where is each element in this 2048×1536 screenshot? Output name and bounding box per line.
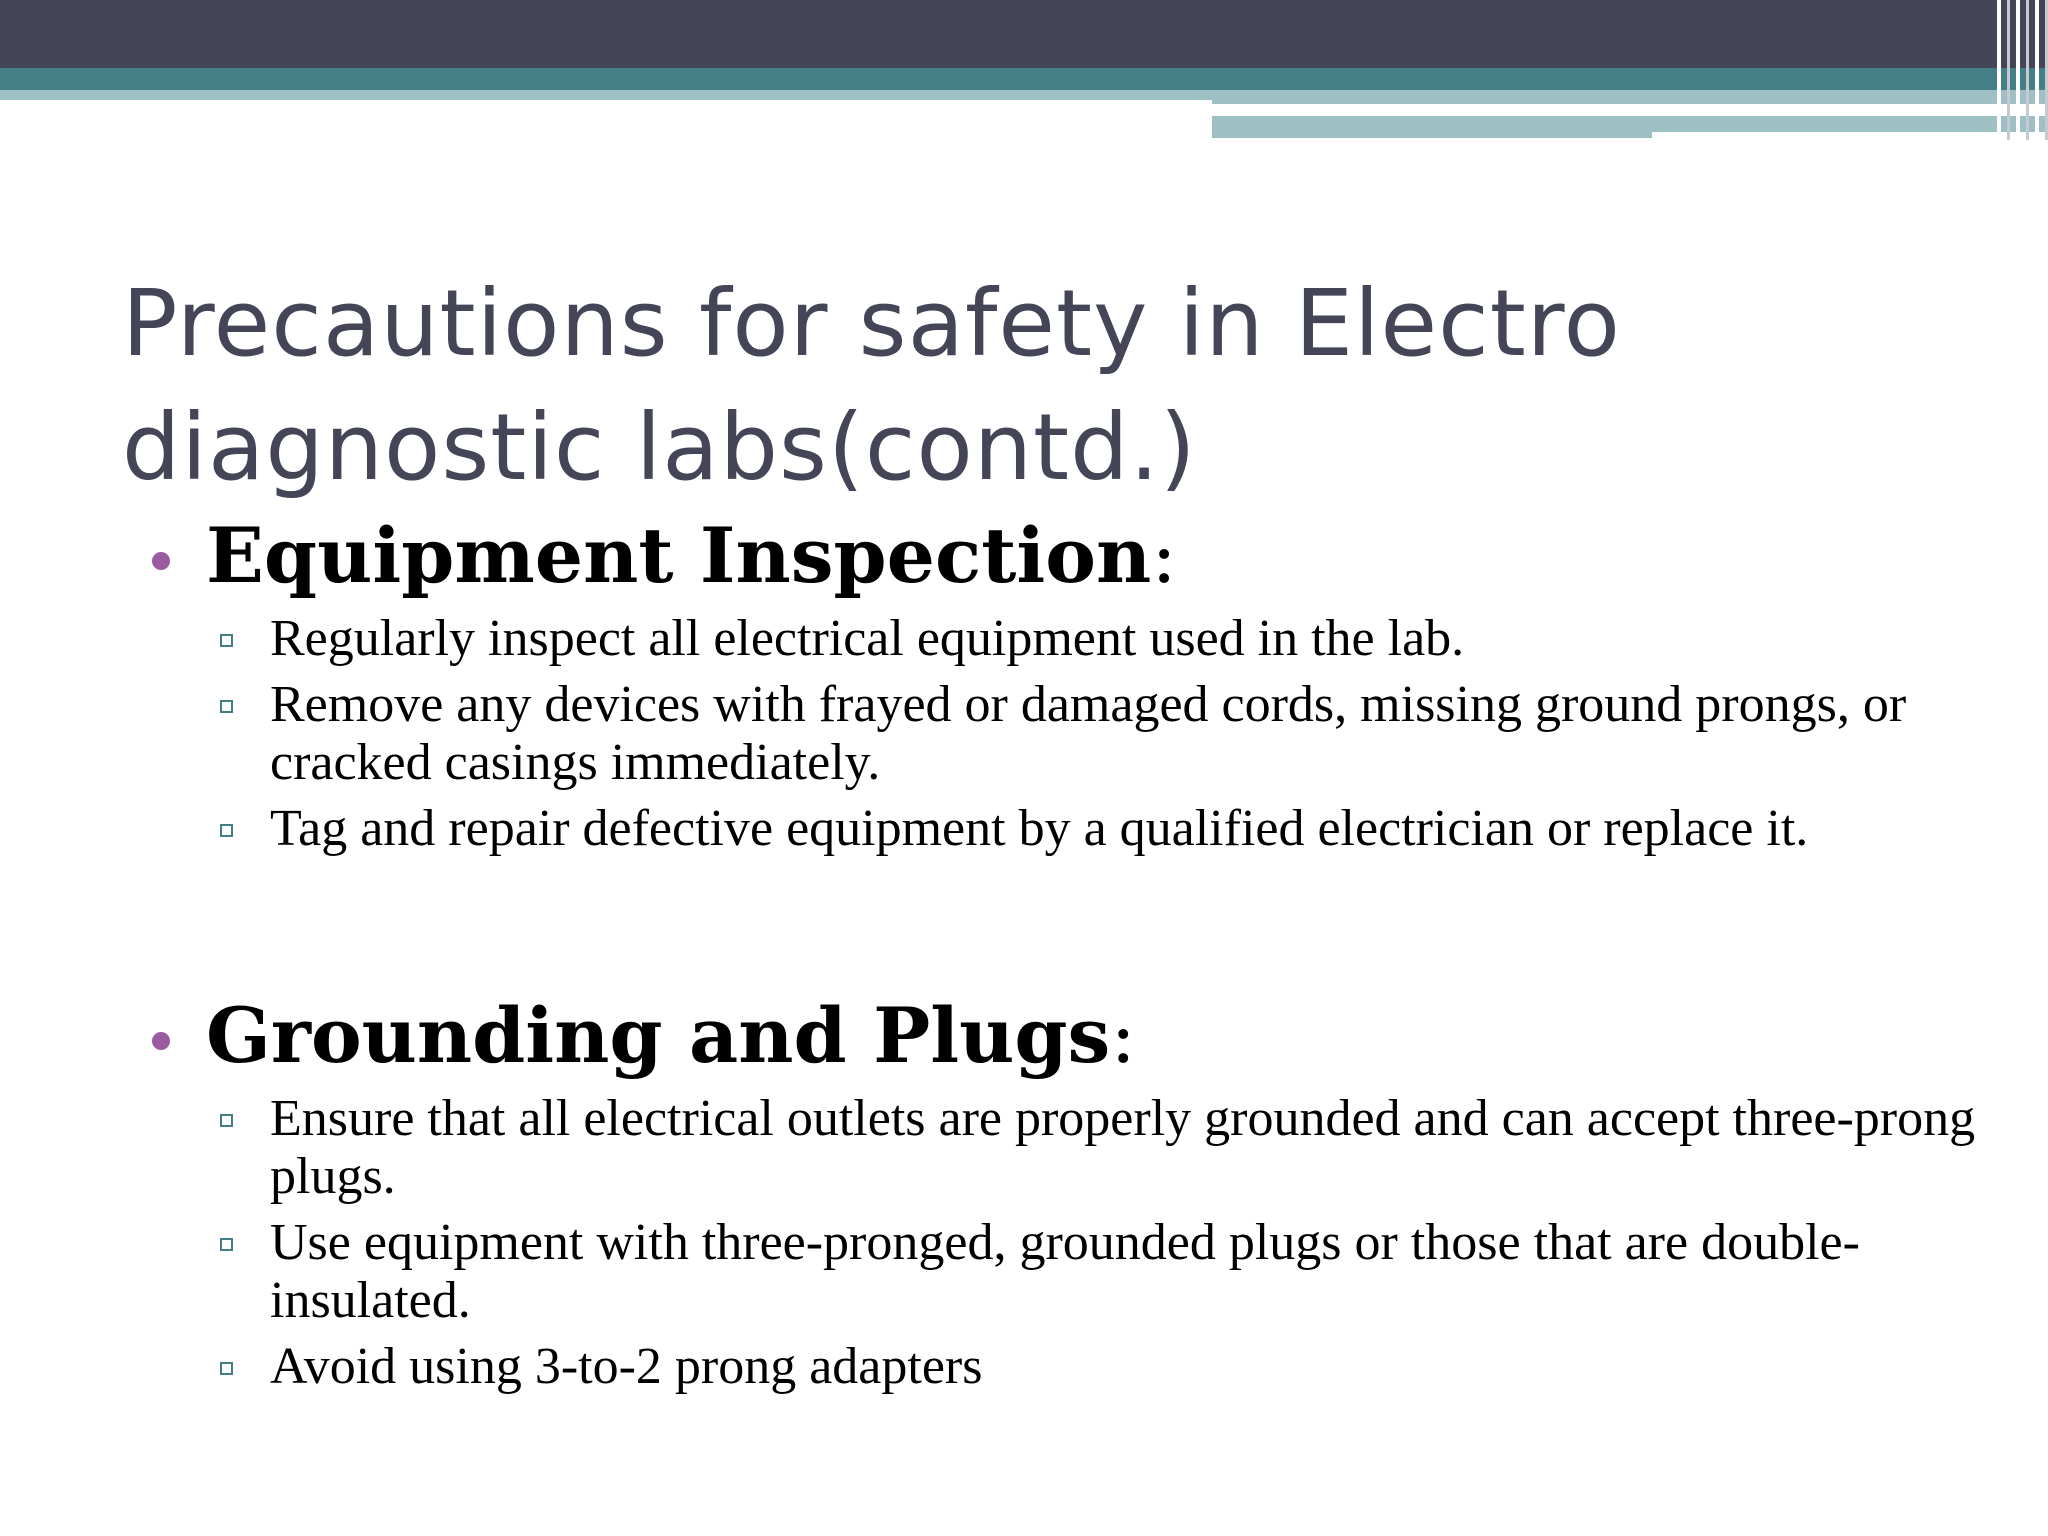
list-item [148,1214,1998,1330]
section-heading [148,508,1998,604]
list-item [148,800,1998,858]
square-bullet-icon [220,1238,233,1251]
section-heading [148,988,1998,1084]
section-heading-text: Equipment Inspection [206,511,1152,600]
list-item-text: Avoid using 3-to-2 prong adapters [270,1338,983,1395]
list-item-text: Use equipment with three-pronged, grounded plugs or those that are double-insulated. [270,1214,1860,1329]
square-bullet-icon [220,1114,233,1127]
dot-bullet-icon [152,1032,170,1050]
bullet-list [148,610,1998,858]
list-item-text: Regularly inspect all electrical equipment used in the lab. [270,610,1465,667]
bullet-list [148,1090,1998,1396]
square-bullet-icon [220,634,233,647]
section-grounding-and-plugs [148,988,1998,1404]
heading-colon: : [1151,511,1177,600]
heading-colon: : [1110,991,1136,1080]
list-item-text: Tag and repair defective equipment by a qualified electrician or replace it. [270,800,1809,857]
list-item [148,1090,1998,1206]
list-item-text: Remove any devices with frayed or damaged cords, missing ground prongs, or cracked casings immediately. [270,676,1907,791]
dot-bullet-icon [152,552,170,570]
square-bullet-icon [220,1362,233,1375]
list-item [148,1338,1998,1396]
square-bullet-icon [220,700,233,713]
square-bullet-icon [220,824,233,837]
section-equipment-inspection [148,508,1998,866]
section-heading-text: Grounding and Plugs [206,991,1111,1080]
list-item [148,610,1998,668]
list-item [148,676,1998,792]
list-item-text: Ensure that all electrical outlets are properly grounded and can accept three-prong plugs. [270,1090,1976,1205]
slide-title: Precautions for safety in Electro diagnostic labs(contd.) [122,270,1621,501]
